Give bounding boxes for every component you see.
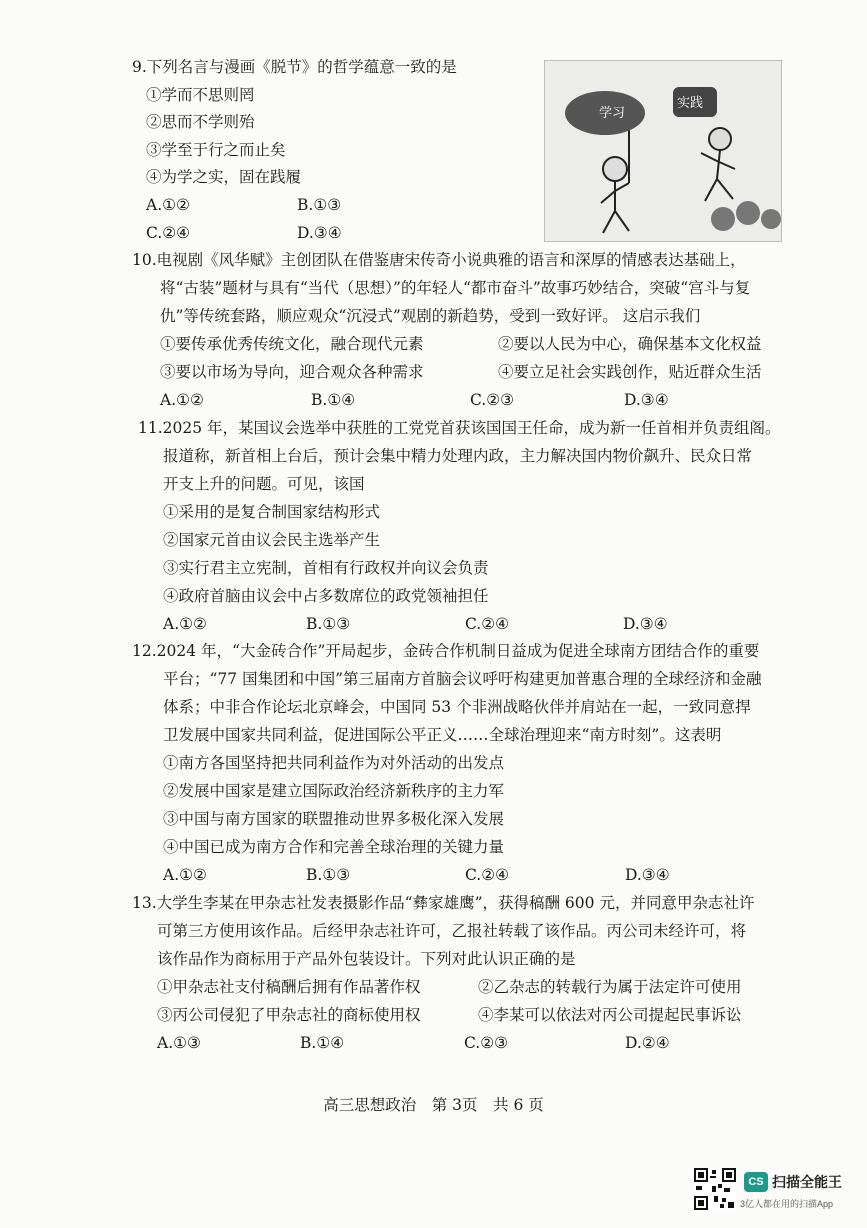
q9-option-2: ②思而不学则殆	[146, 113, 255, 131]
q9-choice-c: C.②④	[146, 224, 191, 242]
q9-stem: 9.下列名言与漫画《脱节》的哲学蕴意一致的是	[132, 58, 457, 76]
q12-option-1: ①南方各国坚持把共同利益作为对外活动的出发点	[163, 754, 505, 772]
q13-option-2: ②乙杂志的转载行为属于法定许可使用	[478, 978, 742, 996]
q9-choice-d: D.③④	[297, 224, 342, 242]
q10-stem-line-3: 仇”等传统套路，顺应观众“沉浸式”观剧的新趋势，受到一致好评。 这启示我们	[160, 307, 701, 325]
q13-option-3: ③丙公司侵犯了甲杂志社的商标使用权	[157, 1006, 421, 1024]
q11-option-1: ①采用的是复合制国家结构形式	[163, 503, 381, 521]
sign-practice-text: 实践	[677, 96, 704, 111]
q11-stem-line-3: 开支上升的问题。可见，该国	[163, 475, 365, 493]
scanner-tagline: 3亿人都在用的扫描App	[740, 1199, 834, 1209]
q11-stem-line-1: 11.2025 年，某国议会选举中获胜的工党党首获该国国王任命，成为新一任首相并负责组阁。	[138, 419, 781, 437]
q10-choice-b: B.①④	[311, 391, 356, 409]
scanner-app-name: 扫描全能王	[772, 1174, 842, 1190]
q9-choice-b: B.①③	[297, 196, 342, 214]
q11-option-2: ②国家元首由议会民主选举产生	[163, 531, 381, 549]
q9-option-4: ④为学之实，固在践履	[146, 168, 302, 186]
q9-choice-a: A.①②	[146, 196, 190, 214]
q12-choice-d: D.③④	[625, 866, 670, 884]
q12-option-3: ③中国与南方国家的联盟推动世界多极化深入发展	[163, 810, 505, 828]
q10-stem-line-2: 将“古装”题材与具有“当代（思想）”的年轻人“都市奋斗”故事巧妙结合，突破“宫斗与复	[160, 279, 751, 297]
q10-option-3: ③要以市场为导向，迎合观众各种需求	[160, 363, 424, 381]
q13-choice-d: D.②④	[625, 1034, 670, 1052]
q13-option-1: ①甲杂志社支付稿酬后拥有作品著作权	[157, 978, 421, 996]
q12-choice-b: B.①③	[306, 866, 351, 884]
sign-learning-text: 学习	[599, 106, 626, 121]
qr-code-icon	[694, 1168, 736, 1210]
q13-stem-line-1: 13.大学生李某在甲杂志社发表摄影作品“彝家雄鹰”，获得稿酬 600 元，并同意甲杂志社许	[132, 894, 755, 912]
q10-option-4: ④要立足社会实践创作，贴近群众生活	[498, 363, 762, 381]
q13-stem-line-3: 该作品作为商标用于产品外包装设计。下列对此认识正确的是	[157, 950, 576, 968]
q12-option-2: ②发展中国家是建立国际政治经济新秩序的主力军	[163, 782, 505, 800]
q11-choice-d: D.③④	[623, 615, 668, 633]
q12-stem-line-2: 平台；“77 国集团和中国”第三届南方首脑会议呼吁构建更加普惠合理的全球经济和金融	[163, 670, 762, 688]
scanner-logo: CS	[744, 1172, 768, 1192]
q9-option-3: ③学至于行之而止矣	[146, 141, 286, 159]
q11-choice-b: B.①③	[306, 615, 351, 633]
q11-option-3: ③实行君主立宪制，首相有行政权并向议会负责	[163, 559, 489, 577]
q11-choice-a: A.①②	[163, 615, 207, 633]
q12-stem-line-4: 卫发展中国家共同利益，促进国际公平正义……全球治理迎来“南方时刻”。这表明	[163, 726, 722, 744]
q10-choice-a: A.①②	[160, 391, 204, 409]
q11-choice-c: C.②④	[465, 615, 510, 633]
q12-choice-a: A.①②	[163, 866, 207, 884]
q13-stem-line-2: 可第三方使用该作品。后经甲杂志社许可，乙报社转载了该作品。丙公司未经许可，将	[157, 922, 747, 940]
q13-choice-a: A.①③	[157, 1034, 201, 1052]
q13-choice-c: C.②③	[464, 1034, 509, 1052]
q12-choice-c: C.②④	[465, 866, 510, 884]
cartoon-illustration	[544, 60, 782, 242]
q13-choice-b: B.①④	[300, 1034, 345, 1052]
q10-choice-d: D.③④	[624, 391, 669, 409]
q12-stem-line-1: 12.2024 年，“大金砖合作”开局起步，金砖合作机制日益成为促进全球南方团结合作的重要	[132, 642, 760, 660]
q11-stem-line-2: 报道称，新首相上台后，预计会集中精力处理内政，主力解决国内物价飙升、民众日常	[163, 447, 753, 465]
page-footer: 高三思想政治 第 3页 共 6 页	[323, 1096, 544, 1114]
q10-option-1: ①要传承优秀传统文化，融合现代元素	[160, 335, 424, 353]
q12-option-4: ④中国已成为南方合作和完善全球治理的关键力量	[163, 838, 505, 856]
q12-stem-line-3: 体系；中非合作论坛北京峰会，中国同 53 个非洲战略伙伴并肩站在一起，一致同意捍	[163, 698, 751, 716]
q10-choice-c: C.②③	[470, 391, 515, 409]
q10-option-2: ②要以人民为中心，确保基本文化权益	[498, 335, 762, 353]
q13-option-4: ④李某可以依法对丙公司提起民事诉讼	[478, 1006, 742, 1024]
q10-stem-line-1: 10.电视剧《风华赋》主创团队在借鉴唐宋传奇小说典雅的语言和深厚的情感表达基础上，	[132, 251, 746, 269]
q11-option-4: ④政府首脑由议会中占多数席位的政党领袖担任	[163, 587, 489, 605]
q9-option-1: ①学而不思则罔	[146, 86, 255, 104]
